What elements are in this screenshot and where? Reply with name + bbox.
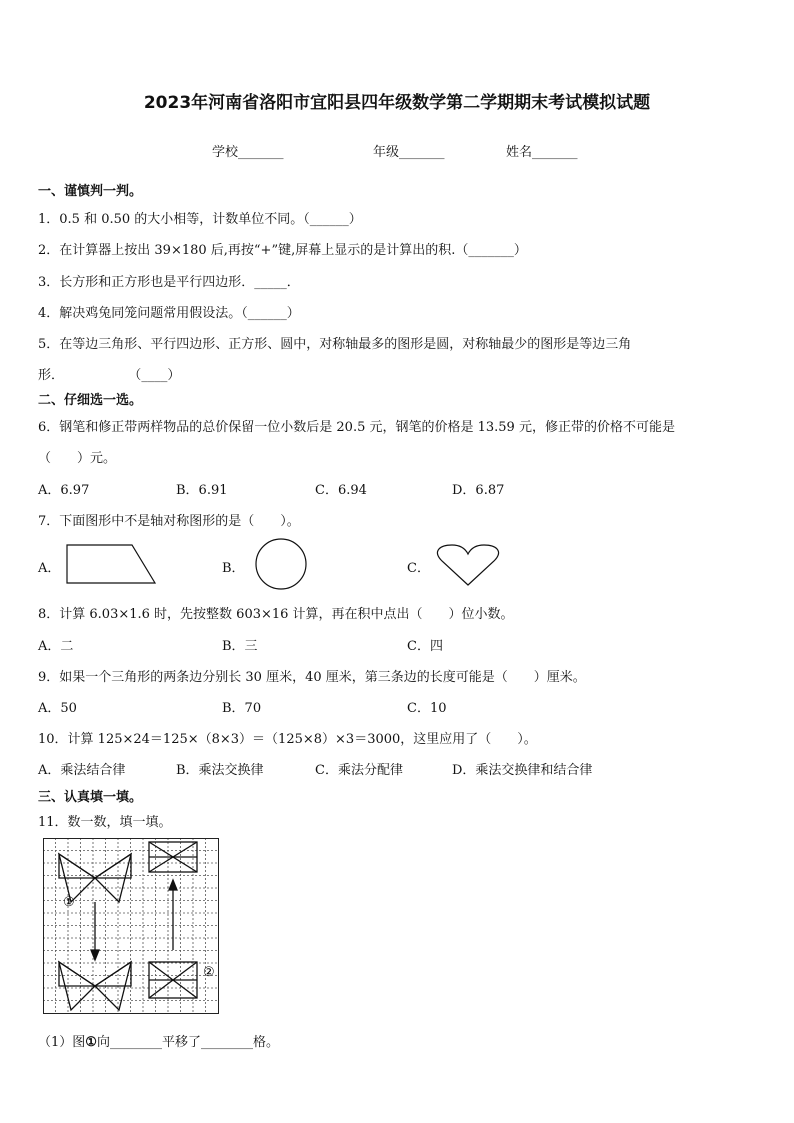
q4-text: 4．解决鸡兔同笼问题常用假设法。（	[38, 306, 248, 321]
q8-option-b: B．三	[222, 639, 258, 654]
q11-sub1-mid2: 平移了	[161, 1035, 201, 1050]
q9-option-a: A．50	[38, 701, 77, 716]
q7-label-b: B．	[222, 561, 245, 576]
question-10: 10．计算 125×24＝125×（8×3）＝（125×8）×3＝3000，这里应用了（ ）。	[38, 732, 537, 747]
figure-2-bowtie	[149, 962, 197, 998]
question-6-line-1: 6．钢笔和修正带两样物品的总价保留一位小数后是 20.5 元，钢笔的价格是 13.59 元，修正带的价格不可能是	[38, 420, 675, 435]
down-arrow	[91, 902, 99, 960]
q1-text: 1．0.5 和 0.50 的大小相等，计数单位不同。（	[38, 212, 310, 227]
section-1-heading: 一、谨慎判一判。	[38, 184, 143, 199]
q10-option-b: B．乘法交换律	[176, 763, 264, 778]
q11-sub-1	[38, 1031, 279, 1050]
q9-option-c: C．10	[407, 701, 447, 716]
figure-1-label: ①	[63, 895, 75, 910]
q11-grid-figure	[43, 838, 219, 1014]
q8-option-c: C．四	[407, 639, 443, 654]
question-8: 8．计算 6.03×1.6 时，先按整数 603×16 计算，再在积中点出（ ）位小数。	[38, 607, 514, 622]
trapezoid-shape	[67, 545, 155, 583]
q1-end: ）	[348, 212, 362, 227]
q11-sub1-mark: ①	[85, 1035, 97, 1050]
grade-blank: _______	[399, 145, 445, 160]
q8-option-a: A．二	[38, 639, 74, 654]
q5-blank: ____	[141, 368, 168, 383]
up-arrow	[169, 880, 177, 950]
q11-sub1-blank1: ________	[109, 1035, 162, 1050]
q5-open: （	[128, 368, 142, 383]
q5-line2-text: 形．	[38, 368, 65, 383]
name-blank: _______	[532, 145, 578, 160]
circle-shape	[256, 539, 306, 589]
question-5-line-1: 5．在等边三角形、平行四边形、正方形、圆中，对称轴最多的图形是圆，对称轴最少的图形是等边三角	[38, 337, 632, 352]
grade-label: 年级	[373, 145, 400, 160]
heart-shape	[437, 545, 498, 585]
q1-blank: ______	[309, 212, 349, 227]
q5-end: ）	[167, 368, 181, 383]
q7-label-c: C．	[407, 561, 430, 576]
question-11: 11．数一数，填一填。	[38, 815, 172, 830]
q4-blank: ______	[247, 306, 287, 321]
figure-1-moved-butterfly	[59, 962, 131, 1010]
figure-2-label: ②	[203, 965, 215, 980]
name-label: 姓名	[506, 145, 533, 160]
q4-end: ）	[286, 306, 300, 321]
q10-option-c: C．乘法分配律	[315, 763, 403, 778]
q2-text: 2．在计算器上按出 39×180 后,再按“+”键,屏幕上显示的是计算出的积.（	[38, 243, 469, 258]
q6-option-b: B．6.91	[176, 483, 228, 498]
question-6-line-2: （ ）元。	[38, 451, 117, 466]
q10-option-d: D．乘法交换律和结合律	[452, 763, 593, 778]
q9-option-b: B．70	[222, 701, 262, 716]
figure-2-moved-bowtie	[149, 842, 197, 872]
school-blank: _______	[238, 145, 284, 160]
section-3-heading: 三、认真填一填。	[38, 790, 143, 805]
q6-option-d: D．6.87	[452, 483, 505, 498]
q11-sub1-blank2: ________	[200, 1035, 253, 1050]
q2-end: ）	[513, 243, 527, 258]
question-7: 7．下面图形中不是轴对称图形的是（ ）。	[38, 514, 300, 529]
q7-label-a: A．	[38, 561, 61, 576]
q3-text: 3．长方形和正方形也是平行四边形．	[38, 275, 255, 290]
page-title: 2023年河南省洛阳市宜阳县四年级数学第二学期期末考试模拟试题	[143, 93, 651, 113]
q3-end: ．	[286, 275, 300, 290]
question-9: 9．如果一个三角形的两条边分别长 30 厘米，40 厘米，第三条边的长度可能是（ ）厘米。	[38, 670, 586, 685]
q11-sub1-pre: （1）图	[38, 1035, 86, 1050]
section-2-heading: 二、仔细选一选。	[38, 393, 143, 408]
q6-option-c: C．6.94	[315, 483, 367, 498]
school-label: 学校	[212, 145, 239, 160]
q11-sub1-end: 格。	[252, 1035, 279, 1050]
q11-sub1-mid1: 向	[96, 1035, 110, 1050]
q2-blank: _______	[468, 243, 514, 258]
q10-option-a: A．乘法结合律	[38, 763, 126, 778]
q6-option-a: A．6.97	[38, 483, 90, 498]
q3-blank: _____	[254, 275, 287, 290]
